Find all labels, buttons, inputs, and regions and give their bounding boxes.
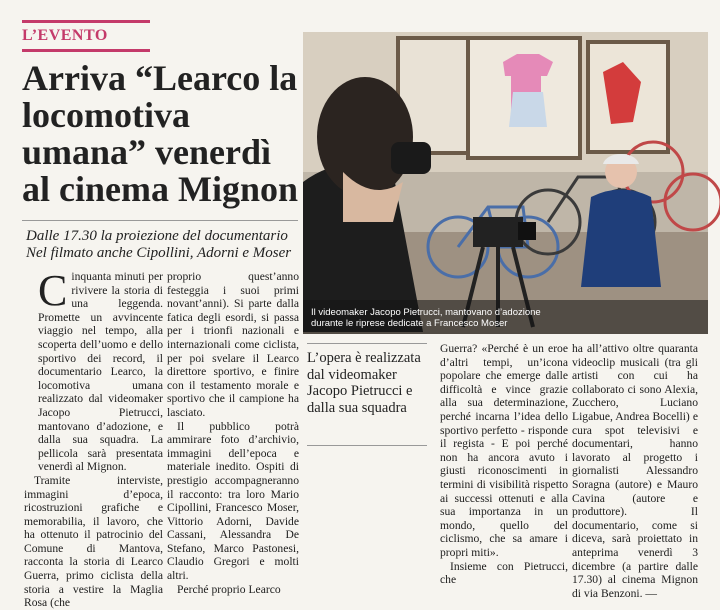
paragraph: proprio quest’anno festeggia i suoi primi novant’anni). Si parte dalla fatica degli esordi, si passa per i trionfi nazionali e internazionali come ciclista, per poi svelare il Learco direttore sportivo, e finire con il testamento morale e sportivo che il campione ha lasciato. xyxy=(167,270,299,419)
paragraph: Il pubblico potrà ammirare foto d’archivio, immagini dell’epoca e materiale inedito. Ospiti di prestigio accompagneranno il racconto: tra loro Mario Cipollini, Francesco Moser, Vittorio Adorni, Davide Cassani, Alessandra De Stefano, Marco Pastonesi, Claudio Gregori e molti altri. xyxy=(167,419,299,583)
paragraph: Guerra? «Perché è un eroe d’altri tempi, un’icona popolare che emerge dalle difficoltà e vince grazie alla sua determinazione, perché incarna l’idea dello sportivo perfetto - risponde il regista - E poi perché non ha ancora avuto i giusti riconoscimenti in termini di visibilità rispetto ai successi ottenuti e alla sua importanza in un mondo, quello del ciclismo, che sa amare i propri miti». xyxy=(440,342,568,559)
photo-illustration xyxy=(303,32,708,334)
paragraph: Perché proprio Learco xyxy=(177,582,281,596)
section-rule-top xyxy=(22,20,150,23)
headline: Arriva “Learco la locomotiva umana” venerdì al cinema Mignon xyxy=(22,58,298,209)
paragraph: Insieme con Pietrucci, che xyxy=(440,559,568,587)
article-column-1 xyxy=(24,266,163,610)
article-column-3 xyxy=(440,342,568,587)
pullquote-rule-top xyxy=(307,343,427,344)
section-rule-bottom xyxy=(22,49,150,52)
photo-caption: Il videomaker Jacopo Pietrucci, mantovano d’adozione durante le riprese dedicate a Francesco Moser xyxy=(311,307,541,329)
article-column-4 xyxy=(572,342,698,600)
paragraph: inquanta minuti per rivivere la storia di una leggenda. Promette un avvincente viaggio nel tempo, alla scoperta dell’uomo e dello sportivo dei record, il documentario Learco, la locomotiva umana realizzato dal videomaker Jacopo Pietrucci, mantovano d’adozione, e dalla sua squadra. La pellicola sarà presentata venerdì al Mignon. xyxy=(38,270,163,474)
article-photo xyxy=(303,32,708,334)
article-column-2 xyxy=(167,270,299,596)
section-label: L’EVENTO xyxy=(22,27,108,44)
subheadline: Dalle 17.30 la proiezione del documentario Nel filmato anche Cipollini, Adorni e Moser xyxy=(26,228,292,261)
paragraph: ha all’attivo oltre quaranta videoclip musicali (tra gli artisti con cui ha collaborato ci sono Alexia, Zucchero, Luciano Ligabue, Andrea Bocelli) e cura spot televisivi e documentari, hanno lavorato al progetto i giornalisti Alessandro Soragna (autore) e Mauro Cavina (autore e produttore). Il documentario, come si diceva, sarà proiettato in anteprima venerdì 3 dicembre (a partire dalle 17.30) al cinema Mignon di via Benzoni. — xyxy=(572,342,698,600)
jersey-icon xyxy=(509,92,547,127)
drop-cap: C xyxy=(38,266,68,315)
paragraph: Tramite interviste, immagini d’epoca, ricostruzioni grafiche e memorabilia, il lavoro, che ha ottenuto il patrocinio del Comune di Mantova, racconta la storia di Learco Guerra, primo ciclista della storia a vestire la Maglia Rosa (che xyxy=(24,473,163,610)
pullquote: L’opera è realizzata dal videomaker Jacopo Pietrucci e dalla sua squadra xyxy=(307,350,421,416)
pullquote-rule-bottom xyxy=(307,445,427,446)
headline-divider xyxy=(22,220,298,221)
